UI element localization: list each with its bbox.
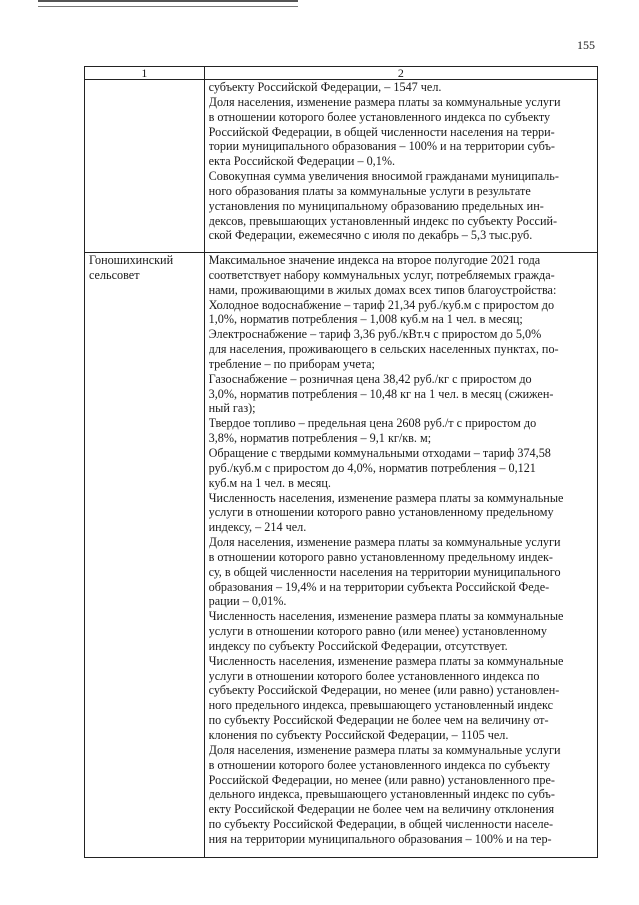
paragraph: Численность населения, изменение размера платы за коммунальные услуги в отношении которого равно (или менее) установленному индексу по субъекту Российской Федерации, отсутствует. <box>208 609 564 653</box>
paragraph: Совокупная сумма увеличения вносимой гражданами муниципаль- ного образования платы за коммунальные услуги в результате установления по муниципальному образованию предельных ин- дексов, превышающих установленный индекс по субъекту Россий- ской Федерации, ежемесячно с июля по декабрь – 5,3 тыс.руб. <box>208 169 559 243</box>
paragraph: Доля населения, изменение размера платы за коммунальные услуги в отношении которого равно установленному предельному индек- су, в общей численности населения на территории муниципального образования – 19,4% и на территории субъекта Российской Феде- рации – 0,01%. <box>208 535 561 609</box>
page-number: 155 <box>577 38 595 52</box>
description-cell <box>204 253 597 858</box>
paragraph: Численность населения, изменение размера платы за коммунальные услуги в отношении которого равно установленному предельному индексу, – 214 чел. <box>208 490 564 535</box>
paragraph: Холодное водоснабжение – тариф 21,34 руб./куб.м с приростом до 1,0%, норматив потребления – 1,008 куб.м на 1 чел. в месяц; <box>208 297 555 327</box>
paragraph: субъекту Российской Федерации, – 1547 чел. <box>208 80 442 94</box>
paragraph: Обращение с твердыми коммунальными отходами – тариф 374,58 руб./куб.м с приростом до 4,0%, норматив потребления – 0,121 куб.м на 1 чел. в месяц. <box>208 445 551 490</box>
municipality-cell <box>85 253 205 858</box>
paragraph: Численность населения, изменение размера платы за коммунальные услуги в отношении которого более установленного индекса по субъекту Российской Федерации, но менее (или равно) установлен- ного предельного индекса, превышающего установленный индекс по субъекту Российской Федерации не более чем на величину от- клонения по субъекту Российской Федерации, – 1105 чел. <box>208 653 564 742</box>
paragraph: Доля населения, изменение размера платы за коммунальные услуги в отношении которого более установленного индекса по субъекту Российской Федерации, но менее (или равно) установленного пре- дельного индекса, превышающего установленный индекс по субъ- екту Российской Федерации не более чем на величину отклонения по субъекту Российской Федерации, в общей численности населе- ния на территории муниципального образования – 100% и на тер- <box>208 742 561 846</box>
column-header-1: 1 <box>85 67 205 80</box>
paragraph: Твердое топливо – предельная цена 2608 руб./т с приростом до 3,8%, норматив потребления – 9,1 кг/кв. м; <box>208 416 537 446</box>
paragraph: Электроснабжение – тариф 3,36 руб./кВт.ч с приростом до 5,0% для населения, проживающего в сельских населенных пунктах, по- требление – по приборам учета; <box>208 327 559 371</box>
paragraph: Газоснабжение – розничная цена 38,42 руб./кг с приростом до 3,0%, норматив потребления – 10,48 кг на 1 чел. в месяц (сжижен- ный газ); <box>208 371 554 416</box>
municipality-cell <box>85 80 205 253</box>
paragraph: Максимальное значение индекса на второе полугодие 2021 года соответствует набору коммунальных услуг, потребляемых гражда- нами, проживающими в жилых домах всех типов благоустройства: <box>208 253 557 297</box>
scan-edge-mark <box>38 0 298 7</box>
description-cell <box>204 80 597 253</box>
table-row <box>85 253 598 858</box>
municipality-name: Гоношихинский сельсовет <box>89 253 174 282</box>
table-row <box>85 80 598 253</box>
column-header-2: 2 <box>204 67 597 80</box>
table-header-row <box>85 67 598 80</box>
document-table <box>84 66 598 858</box>
paragraph: Доля населения, изменение размера платы за коммунальные услуги в отношении которого более установленного индекса по субъекту Российской Федерации, в общей численности населения на терри- тории муниципального образования – 100% и на территории субъ- екта Российской Федерации – 0,1%. <box>208 94 561 169</box>
